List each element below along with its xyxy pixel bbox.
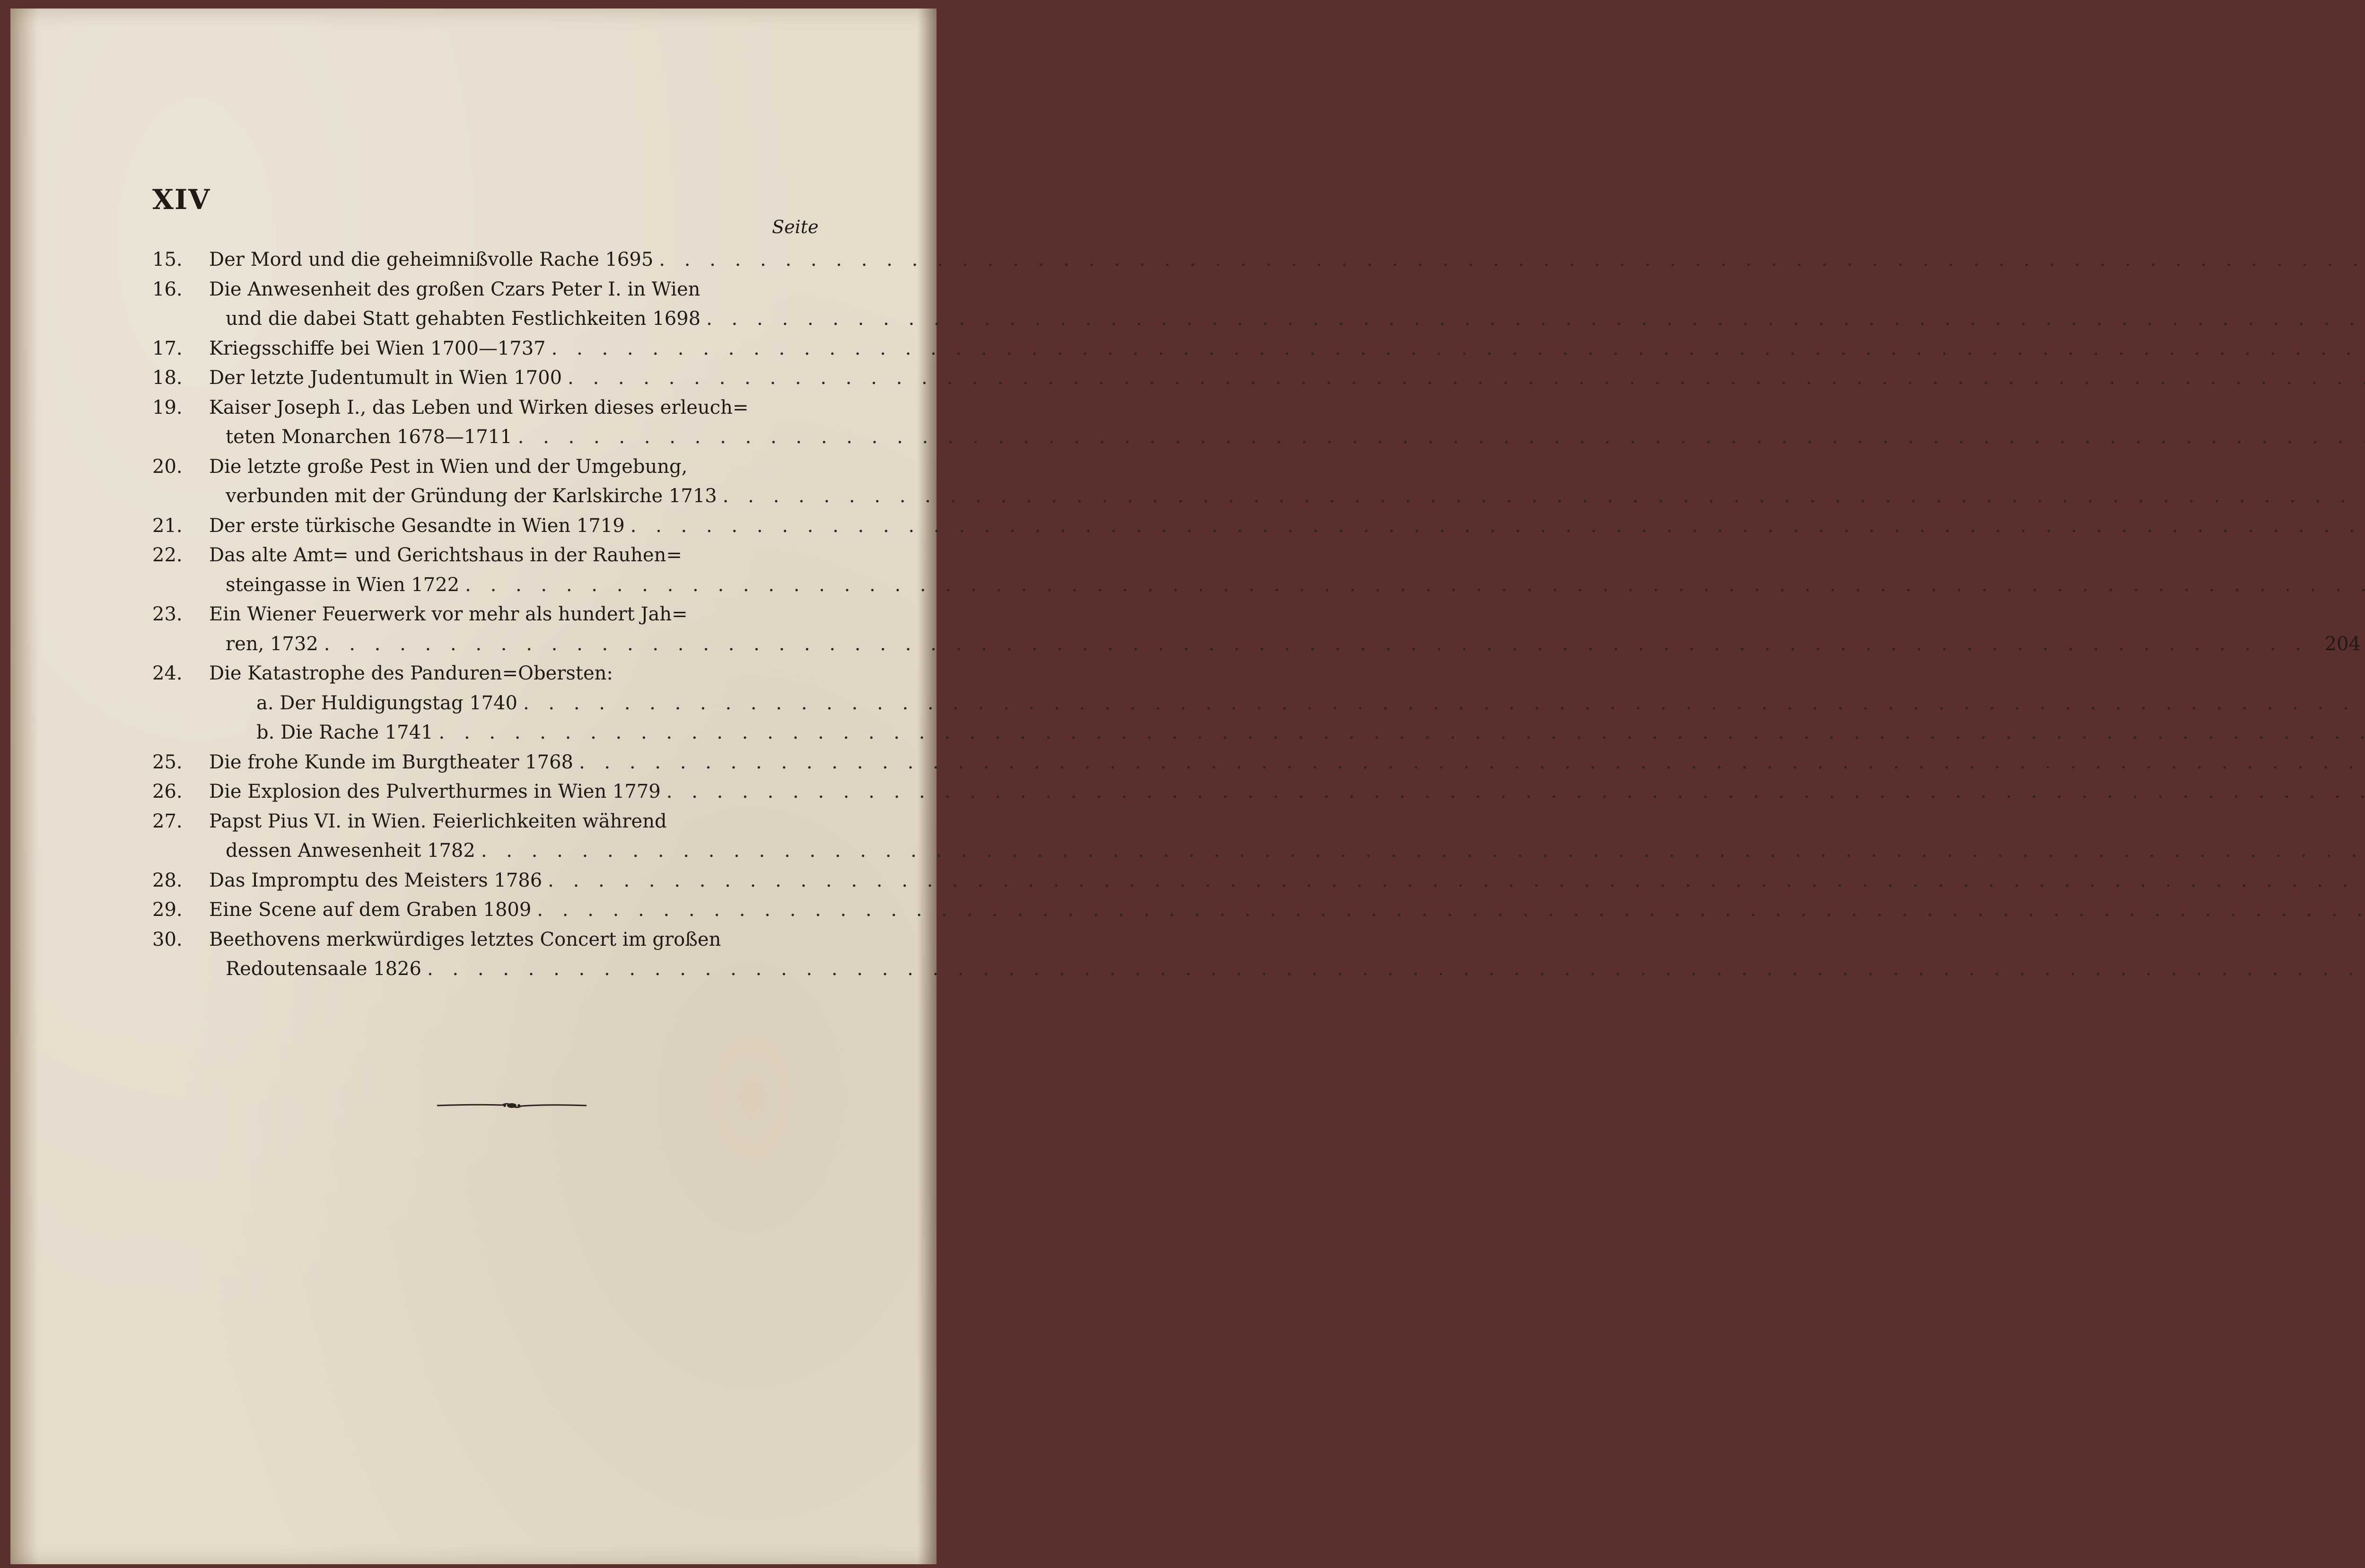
toc-entry-number: 27.: [152, 810, 183, 832]
toc-entry-number: 26.: [152, 781, 183, 802]
toc-line: [152, 836, 833, 866]
dot-leader: [706, 304, 2365, 334]
toc-line: [152, 393, 833, 423]
toc-entry-number: 25.: [152, 751, 183, 773]
toc-entry-title: Die letzte große Pest in Wien und der Umgebung,: [209, 455, 688, 478]
toc-entry-number: 16.: [152, 278, 183, 300]
dot-leader: [427, 954, 2365, 984]
toc-line: [152, 481, 833, 511]
toc-entry-title: Redoutensaale 1826: [226, 958, 421, 980]
toc-line: [152, 275, 833, 305]
toc-entry-title: Das alte Amt= und Gerichtshaus in der Rauhen=: [209, 544, 682, 566]
dot-leader: [518, 422, 2365, 452]
toc-entry-title: verbunden mit der Gründung der Karlskirche 1713: [226, 485, 717, 507]
book-page: [10, 9, 2361, 1564]
toc-line: [152, 807, 833, 836]
toc-line: [152, 511, 833, 541]
toc-line: [152, 748, 833, 777]
toc-entry-title: Ein Wiener Feuerwerk vor mehr als hundert Jah=: [209, 603, 688, 625]
ornament-divider: [436, 1098, 587, 1113]
toc-entry-title: a. Der Huldigungstag 1740: [256, 692, 517, 714]
dot-leader: [324, 629, 2308, 659]
toc-entry-title: Das Impromptu des Meisters 1786: [209, 869, 543, 891]
toc-line: [152, 452, 833, 482]
toc-line: [152, 866, 833, 896]
toc-line: [152, 304, 833, 334]
dot-leader: [568, 363, 2365, 393]
column-header-seite: Seite: [772, 217, 819, 237]
toc-entry-title: Die Anwesenheit des großen Czars Peter I. in Wien: [209, 278, 701, 300]
toc-entry-title: Die frohe Kunde im Burgtheater 1768: [209, 751, 573, 773]
toc-entry-number: 22.: [152, 544, 183, 566]
toc-entry-number: 23.: [152, 603, 183, 625]
toc-entry-number: 29.: [152, 899, 183, 921]
dot-leader: [537, 895, 2365, 925]
dot-leader: [659, 245, 2365, 275]
toc-line: [152, 422, 833, 452]
toc-line: [152, 600, 833, 629]
page-spine-shadow: [10, 9, 39, 1564]
dot-leader: [439, 718, 2365, 748]
toc-line: [152, 895, 833, 925]
toc-entry-number: 20.: [152, 455, 183, 478]
dot-leader: [481, 836, 2365, 866]
dot-leader: [631, 511, 2365, 541]
toc-line: [152, 688, 833, 718]
toc-line: [152, 629, 2361, 659]
toc-page-number: 204: [2324, 633, 2361, 655]
toc-line: [152, 718, 833, 748]
dot-leader: [523, 688, 2365, 718]
toc-entry-title: Kaiser Joseph I., das Leben und Wirken dieses erleuch=: [209, 396, 749, 418]
dot-leader: [579, 748, 2365, 777]
dot-leader: [465, 570, 2365, 600]
toc-entry-title: Papst Pius VI. in Wien. Feierlichkeiten während: [209, 810, 667, 832]
toc-entry-number: 30.: [152, 928, 183, 950]
toc-entry-title: teten Monarchen 1678—1711: [226, 426, 512, 448]
toc-line: [152, 659, 833, 688]
toc-line: [152, 954, 833, 984]
table-of-contents: [152, 245, 2361, 984]
toc-entry-title: Kriegsschiffe bei Wien 1700—1737: [209, 337, 546, 359]
dot-leader: [548, 866, 2365, 896]
toc-entry-title: Der Mord und die geheimnißvolle Rache 1695: [209, 249, 654, 270]
toc-entry-title: und die dabei Statt gehabten Festlichkeiten 1698: [226, 308, 701, 330]
toc-line: [152, 540, 833, 570]
page-number: XIV: [152, 183, 211, 216]
toc-entry-title: Die Explosion des Pulverthurmes in Wien 1779: [209, 781, 661, 802]
toc-entry-number: 18.: [152, 367, 183, 389]
toc-entry-number: 15.: [152, 249, 183, 270]
toc-line: [152, 245, 833, 275]
toc-entry-title: Der letzte Judentumult in Wien 1700: [209, 367, 562, 389]
toc-line: [152, 777, 833, 807]
toc-entry-title: b. Die Rache 1741: [256, 722, 433, 743]
dot-leader: [723, 481, 2365, 511]
toc-entry-title: Eine Scene auf dem Graben 1809: [209, 899, 532, 921]
toc-line: [152, 925, 833, 955]
dot-leader: [666, 777, 2365, 807]
toc-entry-title: ren, 1732: [226, 633, 318, 655]
toc-entry-number: 21.: [152, 514, 183, 537]
toc-entry-number: 24.: [152, 662, 183, 684]
toc-entry-number: 17.: [152, 337, 183, 359]
toc-entry-title: Die Katastrophe des Panduren=Obersten:: [209, 662, 613, 684]
toc-entry-title: steingasse in Wien 1722: [226, 574, 460, 596]
toc-line: [152, 363, 833, 393]
toc-line: [152, 570, 833, 600]
toc-line: [152, 334, 833, 364]
toc-entry-title: Der erste türkische Gesandte in Wien 1719: [209, 514, 625, 537]
toc-entry-title: dessen Anwesenheit 1782: [226, 840, 475, 862]
toc-entry-number: 19.: [152, 396, 183, 418]
dot-leader: [552, 334, 2365, 364]
toc-entry-title: Beethovens merkwürdiges letztes Concert im großen: [209, 928, 721, 950]
toc-entry-number: 28.: [152, 869, 183, 891]
